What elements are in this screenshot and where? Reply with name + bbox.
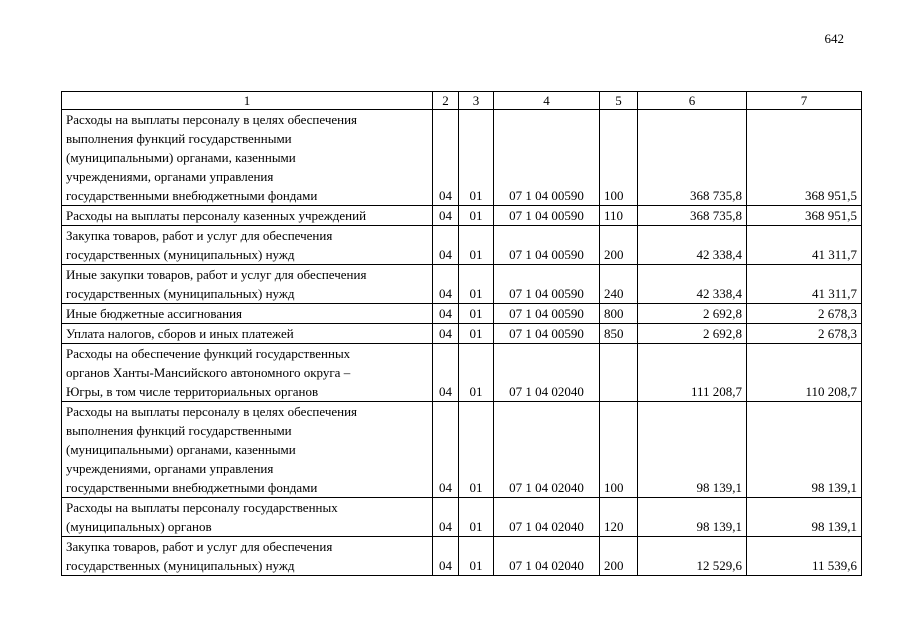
row-subsection: 01: [459, 344, 494, 402]
row-expense-type: [600, 344, 638, 402]
row-expense-type: 120: [600, 498, 638, 537]
row-name: Иные закупки товаров, работ и услуг для обеспечения государственных (муниципальных) нужд: [62, 265, 433, 304]
row-section: 04: [433, 304, 459, 324]
row-amount-1: 111 208,7: [638, 344, 747, 402]
row-section: 04: [433, 537, 459, 576]
row-amount-2: 368 951,5: [747, 110, 862, 206]
row-section: 04: [433, 402, 459, 498]
row-target-article: 07 1 04 00590: [494, 110, 600, 206]
row-amount-2: 41 311,7: [747, 265, 862, 304]
row-expense-type: 240: [600, 265, 638, 304]
header-col-2: 2: [433, 92, 459, 110]
row-expense-type: 800: [600, 304, 638, 324]
row-section: 04: [433, 265, 459, 304]
row-section: 04: [433, 110, 459, 206]
row-target-article: 07 1 04 02040: [494, 498, 600, 537]
row-subsection: 01: [459, 304, 494, 324]
table-row: [62, 498, 862, 537]
table-row: [62, 344, 862, 402]
table-row: [62, 265, 862, 304]
row-name: Закупка товаров, работ и услуг для обеспечения государственных (муниципальных) нужд: [62, 537, 433, 576]
table-row: [62, 304, 862, 324]
row-expense-type: 850: [600, 324, 638, 344]
table-row: [62, 402, 862, 498]
row-name: Расходы на выплаты персоналу казенных учреждений: [62, 206, 433, 226]
row-expense-type: 200: [600, 226, 638, 265]
row-name: Расходы на обеспечение функций государственных органов Ханты-Мансийского автономного округа – Югры, в том числе территориальных органов: [62, 344, 433, 402]
row-subsection: 01: [459, 498, 494, 537]
row-target-article: 07 1 04 00590: [494, 206, 600, 226]
row-subsection: 01: [459, 206, 494, 226]
row-amount-2: 110 208,7: [747, 344, 862, 402]
row-expense-type: 100: [600, 110, 638, 206]
row-section: 04: [433, 498, 459, 537]
row-expense-type: 200: [600, 537, 638, 576]
row-name: Закупка товаров, работ и услуг для обеспечения государственных (муниципальных) нужд: [62, 226, 433, 265]
row-amount-2: 2 678,3: [747, 324, 862, 344]
table-row: [62, 537, 862, 576]
row-target-article: 07 1 04 00590: [494, 226, 600, 265]
row-section: 04: [433, 344, 459, 402]
row-target-article: 07 1 04 00590: [494, 324, 600, 344]
row-amount-2: 11 539,6: [747, 537, 862, 576]
budget-table: [61, 91, 862, 576]
row-section: 04: [433, 226, 459, 265]
row-amount-2: 41 311,7: [747, 226, 862, 265]
row-amount-2: 2 678,3: [747, 304, 862, 324]
header-row: [62, 92, 862, 110]
row-amount-1: 2 692,8: [638, 324, 747, 344]
row-amount-2: 98 139,1: [747, 498, 862, 537]
row-amount-2: 368 951,5: [747, 206, 862, 226]
row-subsection: 01: [459, 110, 494, 206]
table-row: [62, 110, 862, 206]
row-amount-1: 42 338,4: [638, 226, 747, 265]
table-row: [62, 206, 862, 226]
row-name: Расходы на выплаты персоналу в целях обеспечения выполнения функций государственными (муниципальными) органами, казенными учреждениями, органами управления государственными внебюджетными фондами: [62, 110, 433, 206]
row-amount-1: 2 692,8: [638, 304, 747, 324]
row-section: 04: [433, 206, 459, 226]
row-expense-type: 100: [600, 402, 638, 498]
row-subsection: 01: [459, 226, 494, 265]
row-amount-1: 368 735,8: [638, 206, 747, 226]
row-subsection: 01: [459, 265, 494, 304]
row-target-article: 07 1 04 00590: [494, 265, 600, 304]
page-number: 642: [824, 31, 844, 46]
table-row: [62, 226, 862, 265]
header-col-5: 5: [600, 92, 638, 110]
row-amount-1: 368 735,8: [638, 110, 747, 206]
row-name: Расходы на выплаты персоналу в целях обеспечения выполнения функций государственными (муниципальными) органами, казенными учреждениями, органами управления государственными внебюджетными фондами: [62, 402, 433, 498]
row-subsection: 01: [459, 324, 494, 344]
row-target-article: 07 1 04 02040: [494, 537, 600, 576]
row-expense-type: 110: [600, 206, 638, 226]
header-col-7: 7: [747, 92, 862, 110]
header-col-6: 6: [638, 92, 747, 110]
row-section: 04: [433, 324, 459, 344]
row-subsection: 01: [459, 402, 494, 498]
header-col-4: 4: [494, 92, 600, 110]
row-amount-1: 98 139,1: [638, 498, 747, 537]
row-amount-1: 98 139,1: [638, 402, 747, 498]
row-name: Расходы на выплаты персоналу государственных (муниципальных) органов: [62, 498, 433, 537]
row-name: Иные бюджетные ассигнования: [62, 304, 433, 324]
row-target-article: 07 1 04 02040: [494, 402, 600, 498]
header-col-3: 3: [459, 92, 494, 110]
row-target-article: 07 1 04 02040: [494, 344, 600, 402]
row-name: Уплата налогов, сборов и иных платежей: [62, 324, 433, 344]
row-amount-2: 98 139,1: [747, 402, 862, 498]
table-row: [62, 324, 862, 344]
row-target-article: 07 1 04 00590: [494, 304, 600, 324]
row-amount-1: 42 338,4: [638, 265, 747, 304]
header-col-1: 1: [62, 92, 433, 110]
row-subsection: 01: [459, 537, 494, 576]
row-amount-1: 12 529,6: [638, 537, 747, 576]
